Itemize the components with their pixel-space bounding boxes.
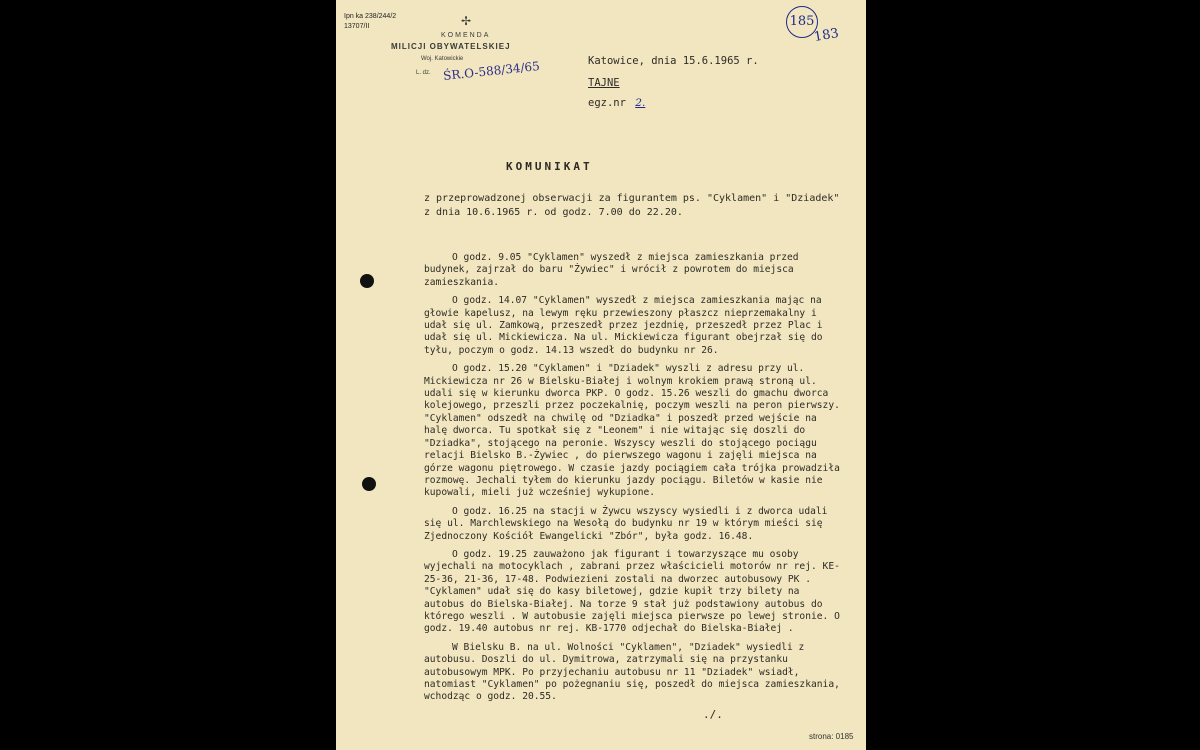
document-body (424, 252, 844, 710)
stamp-line-1: KOMENDA (441, 32, 491, 39)
registration-number: ŚR.O-588/34/65 (442, 58, 541, 84)
paragraph-6: W Bielsku B. na ul. Wolności "Cyklamen", "Dziadek" wysiedli z autobusu. Doszli do ul. Dymitrowa, zatrzymali się na przystanku autobusowym MPK. Po przyjechaniu autobusu nr 11 "Dziadek" wsiadł, natomiast "Cyklamen" po pożegnaniu się, poszedł do miejsca zamieszkania, wchodząc o godz. 20.55. (424, 641, 840, 703)
paragraph-1: O godz. 9.05 "Cyklamen" wyszedł z miejsca zamieszkania przed budynek, zajrzał do baru "Żywiec" i wrócił z powrotem do miejsca zamieszkania. (424, 252, 799, 288)
archive-reference (344, 12, 396, 32)
city-date: Katowice, dnia 15.6.1965 r. (588, 55, 759, 67)
stamp-line-2: MILICJI OBYWATELSKIEJ (391, 42, 511, 51)
paragraph-4: O godz. 16.25 na stacji w Żywcu wszyscy wysiedli i z dworca udali się ul. Marchlewskiego na Wesołą do budynku nr 19 w którym mieści się Zjednoczony Kościół Ewangelicki "Zbór", była godz. 16.48. (424, 505, 828, 542)
copy-number-value: 2. (635, 97, 646, 109)
stamp-line-3: Woj. Katowickie (421, 56, 464, 62)
document-subject: z przeprowadzonej obserwacji za figurantem ps. "Cyklamen" i "Dziadek" z dnia 10.6.1965 r. od godz. 7.00 do 22.20. (424, 193, 840, 218)
page-footer: strona: 0185 (809, 732, 854, 741)
office-stamp (391, 14, 571, 94)
archive-ref-2: 13707/II (344, 23, 370, 30)
stamp-line-4: L. dz. (416, 70, 431, 76)
document-page (336, 0, 866, 750)
punch-hole-icon (362, 477, 376, 491)
closing-mark: ./. (703, 708, 723, 721)
copy-number (588, 96, 645, 110)
document-title: KOMUNIKAT (506, 160, 593, 173)
copy-label: egz.nr (588, 97, 626, 109)
classification: TAJNE (588, 77, 620, 89)
paragraph-2: O godz. 14.07 "Cyklamen" wyszedł z miejsca zamieszkania mając na głowie kapelusz, na lewym ręku przewieszony płaszcz nieprzemakalny i udał się ul. Zamkową, przeszedł przez jezdnię, przeszedł przez Plac i udał się ul. Mickiewicza. Na ul. Mickiewicza figurant obejrzał się do tyłu, poczym o godz. 14.13 wszedł do budynku nr 26. (424, 295, 823, 356)
eagle-emblem-icon: ✢ (461, 14, 472, 28)
paragraph-3: O godz. 15.20 "Cyklamen" i "Dziadek" wyszli z adresu przy ul. Mickiewicza nr 26 w Bielsku-Białej i wolnym krokiem prawą stroną ul. udali się w kierunku dworca PKP. O godz. 15.26 weszli do gmachu dworca kolejowego, przeszli przez poczekalnię, poczym weszli na peron pierwszy. "Cyklamen" odszedł na chwilę od "Dziadka" i poszedł przed wejście na halę dworca. Tu spotkał się z "Leonem" i nie witając się doszli do "Dziadka", stojącego na peronie. Wszyscy weszli do stojącego pociągu relacji Bielsko B.-Żywiec , do pierwszego wagonu i zajęli miejsca na górze wagonu piętrowego. W czasie jazdy pociągiem cała trójka prowadziła rozmowę. Jechali tyłem do kierunku jazdy pociągu. Biletów w kasie nie kupowali, mieli już wcześniej wykupione. (424, 363, 840, 499)
punch-hole-icon (360, 274, 374, 288)
circled-page-number: 185 (786, 6, 818, 38)
paragraph-5: O godz. 19.25 zauważono jak figurant i towarzyszące mu osoby wyjechali na motocyklach , zabrani przez właścicieli motorów nr rej. KE-25-36, 21-36, 17-48. Podwiezieni zostali na dworzec autobusowy PK . "Cyklamen" udał się do kasy biletowej, gdzie kupił trzy bilety na autobus do Bielska-Białej. Na torze 9 stał już podstawiony autobus do którego weszli . W autobusie zajęli miejsca pierwsze po lewej stronie. O godz. 19.40 autobus nr rej. KB-1770 odjechał do Bielska-Białej . (424, 548, 840, 635)
handwritten-page-number: 183 (812, 25, 840, 46)
archive-ref-1: Ipn ka 238/244/2 (344, 13, 397, 20)
